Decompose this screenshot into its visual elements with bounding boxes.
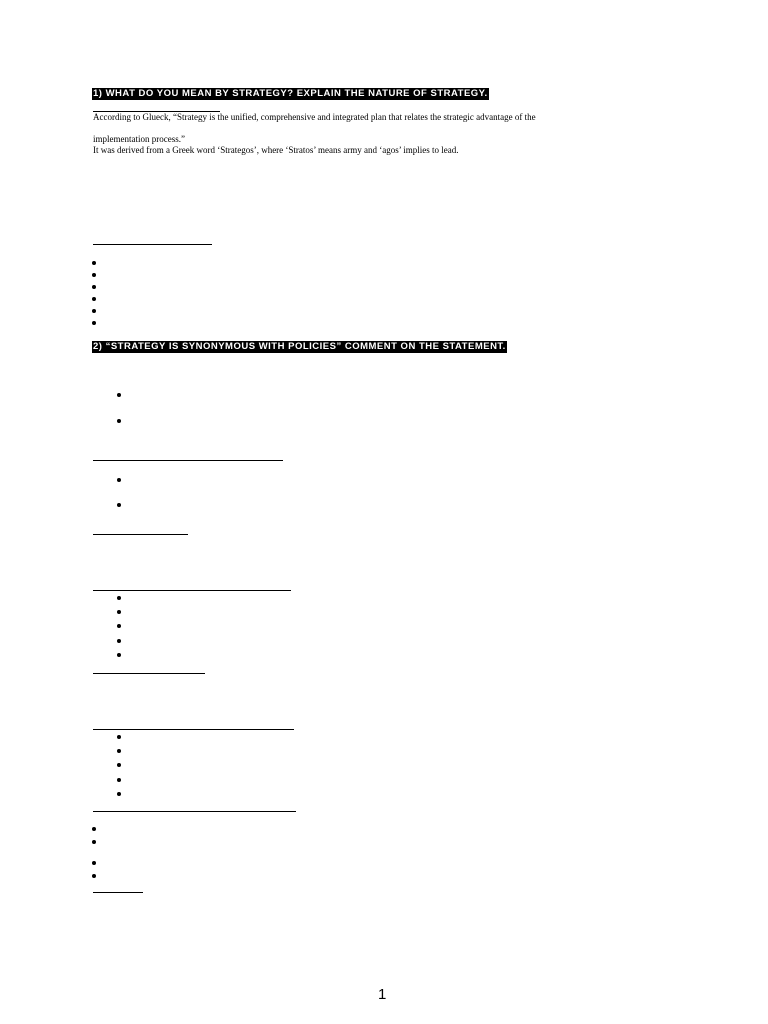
- bullet: [117, 763, 121, 767]
- bullet: [117, 624, 121, 628]
- bullet: [117, 478, 121, 482]
- bullet: [117, 419, 121, 423]
- subheading-rule: [93, 673, 205, 674]
- bullet: [117, 778, 121, 782]
- bullet: [117, 653, 121, 657]
- bullet: [117, 639, 121, 643]
- bullet: [92, 840, 96, 844]
- subheading-rule: [93, 534, 188, 535]
- bullet: [92, 285, 96, 289]
- subheading-rule: [93, 460, 283, 461]
- subheading-rule: [93, 811, 296, 812]
- definition-line-1: According to Glueck, “Strategy is the unified, comprehensive and integrated plan that relates the strategic advantage of the: [93, 112, 536, 122]
- page-number: 1: [378, 986, 387, 1003]
- bullet: [92, 827, 96, 831]
- section-1-heading: 1) WHAT DO YOU MEAN BY STRATEGY? EXPLAIN THE NATURE OF STRATEGY.: [93, 88, 488, 99]
- bullet: [92, 273, 96, 277]
- bullet: [92, 874, 96, 878]
- origin-line: It was derived from a Greek word ‘Strategos’, where ‘Stratos’ means army and ‘agos’ implies to lead.: [93, 145, 459, 155]
- definition-line-2: implementation process.”: [93, 134, 185, 144]
- bullet: [92, 261, 96, 265]
- bullet: [117, 393, 121, 397]
- bullet: [92, 321, 96, 325]
- bullet: [92, 297, 96, 301]
- subheading-rule: [93, 729, 294, 730]
- bullet: [117, 610, 121, 614]
- bullet: [117, 792, 121, 796]
- bullet: [117, 596, 121, 600]
- bullet: [117, 749, 121, 753]
- nature-heading-rule: [93, 244, 212, 245]
- subheading-rule: [93, 892, 143, 893]
- bullet: [117, 735, 121, 739]
- section-2-heading: 2) “STRATEGY IS SYNONYMOUS WITH POLICIES” COMMENT ON THE STATEMENT.: [93, 341, 506, 352]
- subheading-rule: [93, 590, 291, 591]
- bullet: [92, 861, 96, 865]
- bullet: [92, 309, 96, 313]
- bullet: [117, 503, 121, 507]
